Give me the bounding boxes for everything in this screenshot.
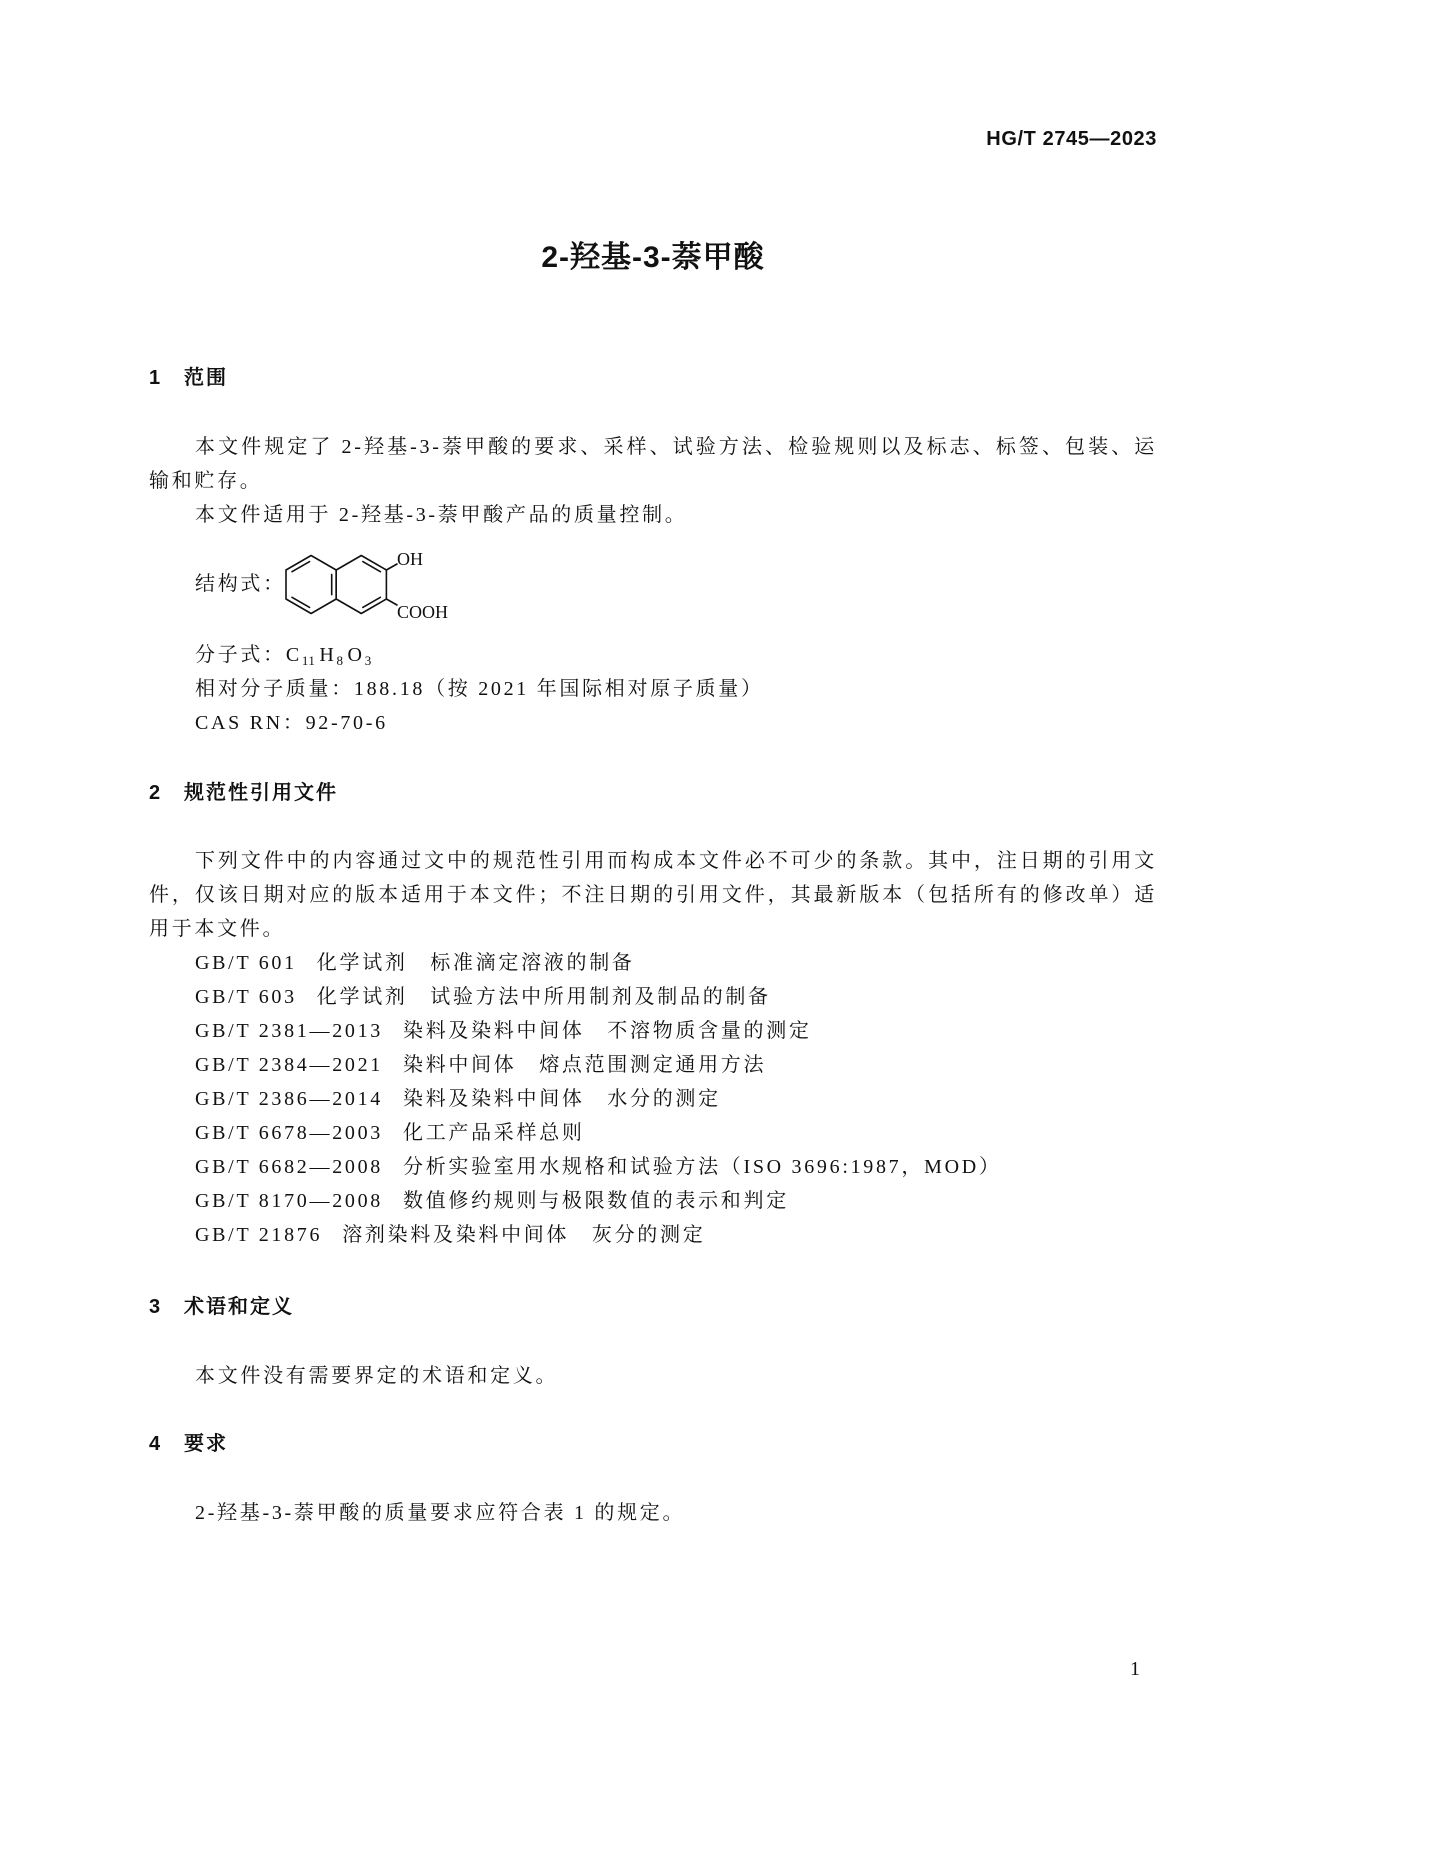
carboxyl-label: COOH bbox=[397, 602, 449, 622]
section-number: 2 bbox=[149, 782, 163, 804]
reference-item bbox=[195, 1184, 1157, 1218]
double-bond-line bbox=[292, 562, 310, 572]
reference-title: 染料及染料中间体 不溶物质含量的测定 bbox=[403, 1020, 812, 1042]
reference-title: 染料及染料中间体 水分的测定 bbox=[403, 1088, 721, 1110]
reference-item bbox=[195, 1082, 1157, 1116]
reference-item bbox=[195, 1048, 1157, 1082]
terms-body bbox=[149, 1359, 1157, 1393]
reference-title: 数值修约规则与极限数值的表示和判定 bbox=[403, 1190, 789, 1212]
page-number: 1 bbox=[1130, 1658, 1140, 1680]
normative-references-body bbox=[149, 844, 1157, 1252]
double-bond-line bbox=[363, 597, 381, 607]
reference-code: GB/T 603 bbox=[195, 986, 297, 1008]
structural-formula bbox=[284, 540, 464, 630]
paragraph: 2-羟基-3-萘甲酸的质量要求应符合表 1 的规定。 bbox=[195, 1502, 686, 1524]
reference-code: GB/T 6682—2008 bbox=[195, 1156, 383, 1178]
section-heading-normative-references bbox=[149, 779, 338, 807]
formula-subscript: 11 bbox=[301, 652, 316, 668]
bond-to-hydroxyl bbox=[386, 564, 397, 570]
structure-label: 结构式： bbox=[195, 573, 286, 595]
reference-item bbox=[195, 1218, 1157, 1252]
molar-mass: 相对分子质量：188.18（按 2021 年国际相对原子质量） bbox=[195, 677, 764, 700]
reference-title: 化学试剂 标准滴定溶液的制备 bbox=[316, 952, 635, 974]
reference-title: 分析实验室用水规格和试验方法（ISO 3696:1987，MOD） bbox=[403, 1156, 1002, 1178]
reference-code: GB/T 8170—2008 bbox=[195, 1190, 383, 1212]
section-number: 4 bbox=[149, 1433, 163, 1455]
paragraph: 本文件适用于 2-羟基-3-萘甲酸产品的质量控制。 bbox=[195, 503, 688, 526]
compound-properties bbox=[149, 638, 1157, 740]
formula-label: 分子式： bbox=[195, 643, 286, 666]
reference-code: GB/T 6678—2003 bbox=[195, 1122, 383, 1144]
standard-code: HG/T 2745—2023 bbox=[986, 128, 1157, 150]
reference-code: GB/T 2384—2021 bbox=[195, 1054, 383, 1076]
double-bond-line bbox=[292, 597, 310, 607]
section-title: 要求 bbox=[184, 1433, 228, 1455]
reference-title: 溶剂染料及染料中间体 灰分的测定 bbox=[342, 1224, 706, 1246]
hydroxyl-label: OH bbox=[397, 549, 423, 569]
reference-title: 化学试剂 试验方法中所用制剂及制品的制备 bbox=[316, 986, 771, 1008]
bond-to-carboxyl bbox=[386, 599, 397, 605]
section-heading-requirements bbox=[149, 1430, 228, 1458]
reference-item bbox=[195, 1014, 1157, 1048]
paragraph: 下列文件中的内容通过文中的规范性引用而构成本文件必不可少的条款。其中，注日期的引用文件，仅该日期对应的版本适用于本文件；不注日期的引用文件，其最新版本（包括所有的修改单）适用于本文件。 bbox=[149, 850, 1157, 940]
reference-title: 化工产品采样总则 bbox=[403, 1122, 585, 1144]
molecular-formula bbox=[195, 638, 1157, 672]
section-title: 规范性引用文件 bbox=[184, 782, 338, 804]
formula-subscript: 3 bbox=[364, 652, 372, 668]
formula-element: C bbox=[285, 643, 302, 666]
cas-number: CAS RN：92-70-6 bbox=[195, 711, 388, 734]
formula-element: H bbox=[319, 643, 337, 666]
naphthalene-right-ring bbox=[336, 556, 386, 614]
reference-item bbox=[195, 980, 1157, 1014]
reference-item bbox=[195, 1150, 1157, 1184]
section-title: 范围 bbox=[184, 367, 228, 389]
reference-code: GB/T 2381—2013 bbox=[195, 1020, 383, 1042]
formula-subscript: 8 bbox=[336, 652, 344, 668]
reference-code: GB/T 601 bbox=[195, 952, 297, 974]
formula-element: O bbox=[347, 643, 365, 666]
paragraph: 本文件没有需要界定的术语和定义。 bbox=[195, 1365, 559, 1387]
section-number: 3 bbox=[149, 1295, 163, 1318]
paragraph: 本文件规定了 2-羟基-3-萘甲酸的要求、采样、试验方法、检验规则以及标志、标签、包装、运输和贮存。 bbox=[149, 435, 1157, 492]
section-title: 术语和定义 bbox=[184, 1295, 294, 1318]
requirements-body bbox=[149, 1496, 1157, 1530]
reference-code: GB/T 21876 bbox=[195, 1224, 323, 1246]
section-heading-terms bbox=[149, 1293, 294, 1321]
scope-paragraphs bbox=[149, 430, 1157, 532]
document-title: 2-羟基-3-萘甲酸 bbox=[541, 241, 765, 274]
section-heading-scope bbox=[149, 364, 228, 392]
naphthalene-left-ring bbox=[286, 556, 336, 614]
reference-code: GB/T 2386—2014 bbox=[195, 1088, 383, 1110]
reference-item bbox=[195, 946, 1157, 980]
section-number: 1 bbox=[149, 367, 163, 389]
reference-item bbox=[195, 1116, 1157, 1150]
reference-title: 染料中间体 熔点范围测定通用方法 bbox=[403, 1054, 767, 1076]
double-bond-line bbox=[363, 562, 381, 572]
